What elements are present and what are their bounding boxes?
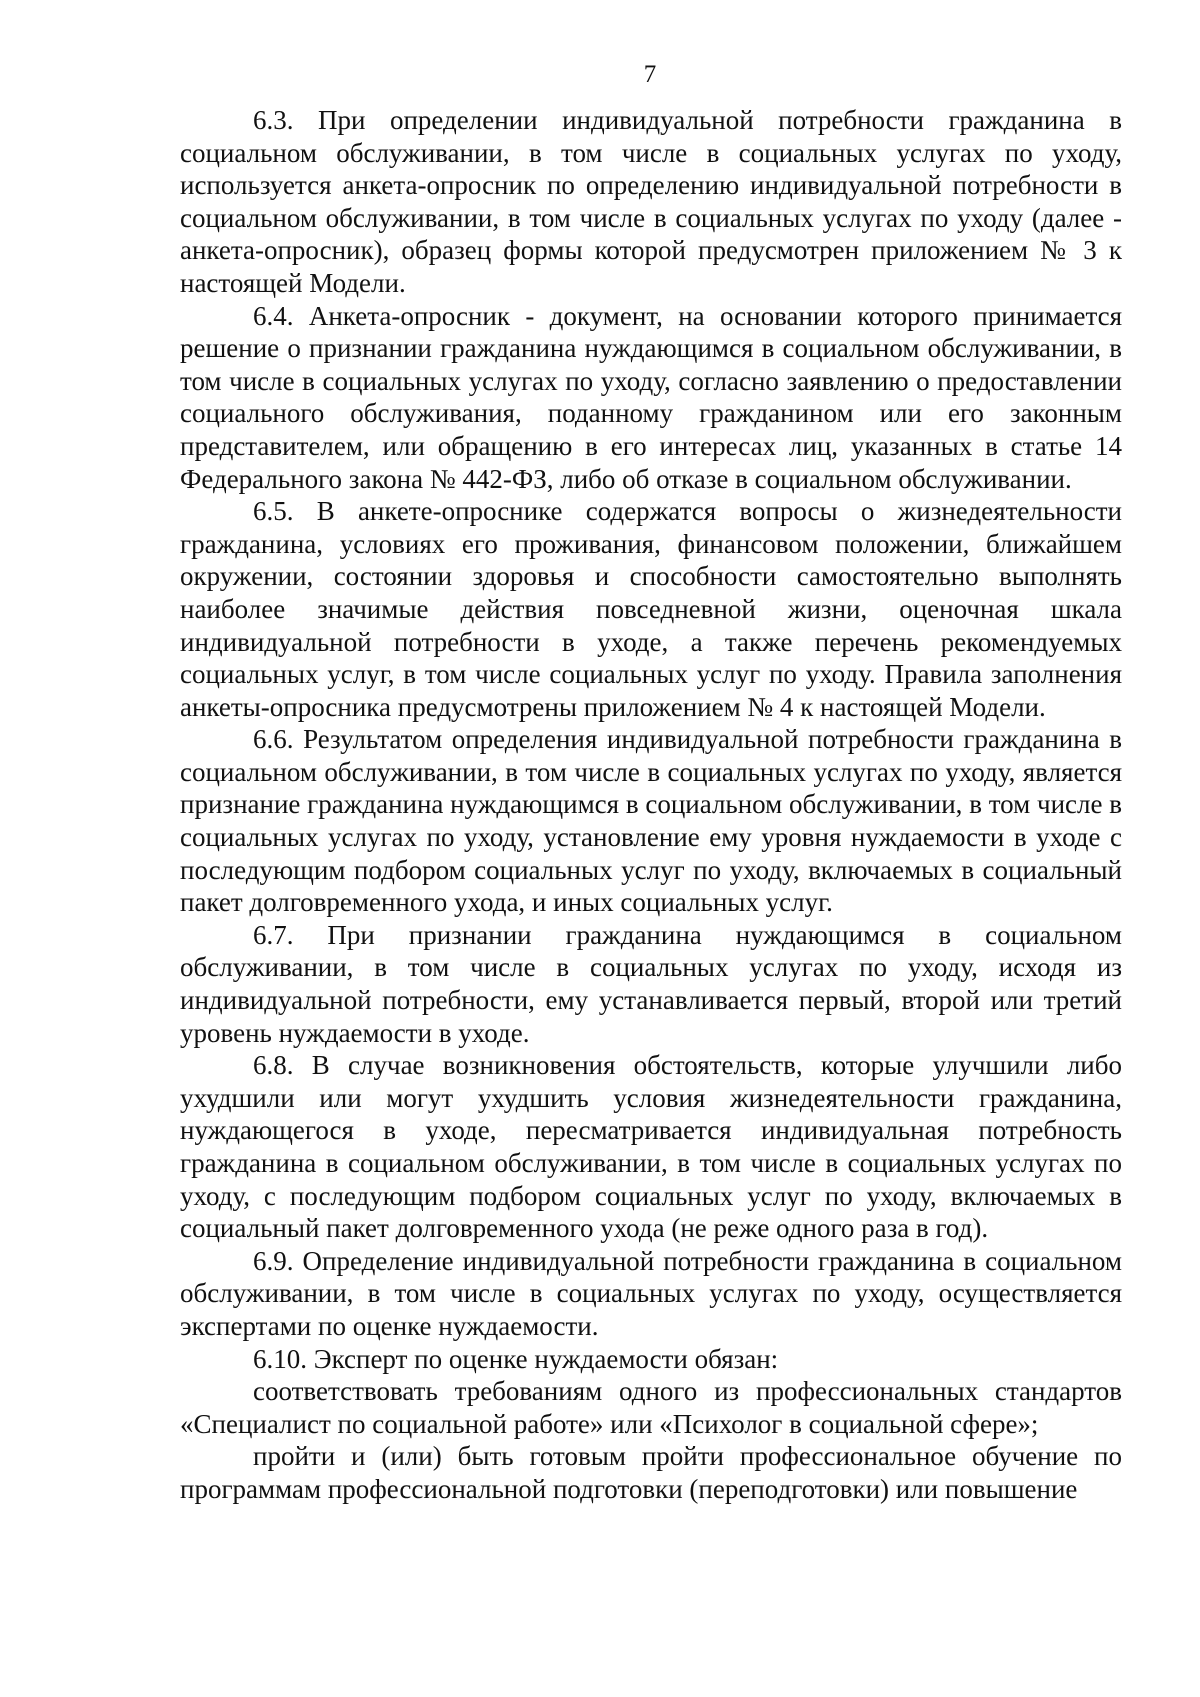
paragraph-6-7: 6.7. При признании гражданина нуждающимся в социальном обслуживании, в том числе в социальных услугах по уходу, исходя из индивидуальной потребности, ему устанавливается первый, второй или третий уровень нуждаемости в уходе. bbox=[180, 919, 1122, 1048]
paragraph-6-5: 6.5. В анкете-опроснике содержатся вопросы о жизнедеятельности гражданина, условиях его проживания, финансовом положении, ближайшем окружении, состоянии здоровья и способности самостоятельно выполнять наиболее значимые действия повседневной жизни, оценочная шкала индивидуальной потребности в уходе, а также перечень рекомендуемых социальных услуг, в том числе социальных услуг по уходу. Правила заполнения анкеты-опросника предусмотрены приложением № 4 к настоящей Модели. bbox=[180, 496, 1122, 722]
page-number: 7 bbox=[643, 61, 657, 88]
paragraph-requirement-training: пройти и (или) быть готовым пройти профессиональное обучение по программам профессиональной подготовки (переподготовки) или повышение bbox=[180, 1441, 1122, 1504]
paragraph-6-8: 6.8. В случае возникновения обстоятельств, которые улучшили либо ухудшили или могут ухудшить условия жизнедеятельности гражданина, нуждающегося в уходе, пересматривается индивидуальная потребность гражданина в социальном обслуживании, в том числе в социальных услугах по уходу, с последующим подбором социальных услуг по уходу, включаемых в социальный пакет долговременного ухода (не реже одного раза в год). bbox=[180, 1050, 1122, 1244]
document-body bbox=[180, 104, 1122, 1506]
paragraph-6-9: 6.9. Определение индивидуальной потребности гражданина в социальном обслуживании, в том числе в социальных услугах по уходу, осуществляется экспертами по оценке нуждаемости. bbox=[180, 1245, 1122, 1341]
paragraph-requirement-standards: соответствовать требованиям одного из профессиональных стандартов «Специалист по социальной работе» или «Психолог в социальной сфере»; bbox=[180, 1376, 1122, 1439]
paragraph-6-6: 6.6. Результатом определения индивидуальной потребности гражданина в социальном обслуживании, в том числе в социальных услугах по уходу, является признание гражданина нуждающимся в социальном обслуживании, в том числе в социальных услугах по уходу, установление ему уровня нуждаемости в уходе с последующим подбором социальных услуг по уходу, включаемых в социальный пакет долговременного ухода, и иных социальных услуг. bbox=[180, 724, 1122, 918]
paragraph-6-4: 6.4. Анкета-опросник - документ, на основании которого принимается решение о признании гражданина нуждающимся в социальном обслуживании, в том числе в социальных услугах по уходу, согласно заявлению о предоставлении социального обслуживания, поданному гражданином или его законным представителем, или обращению в его интересах лиц, указанных в статье 14 Федерального закона № 442-ФЗ, либо об отказе в социальном обслуживании. bbox=[180, 300, 1122, 494]
paragraph-6-3: 6.3. При определении индивидуальной потребности гражданина в социальном обслуживании, в том числе в социальных услугах по уходу, используется анкета-опросник по определению индивидуальной потребности в социальном обслуживании, в том числе в социальных услугах по уходу (далее - анкета-опросник), образец формы которой предусмотрен приложением № 3 к настоящей Модели. bbox=[180, 105, 1122, 298]
paragraph-6-10: 6.10. Эксперт по оценке нуждаемости обязан: bbox=[253, 1343, 779, 1374]
